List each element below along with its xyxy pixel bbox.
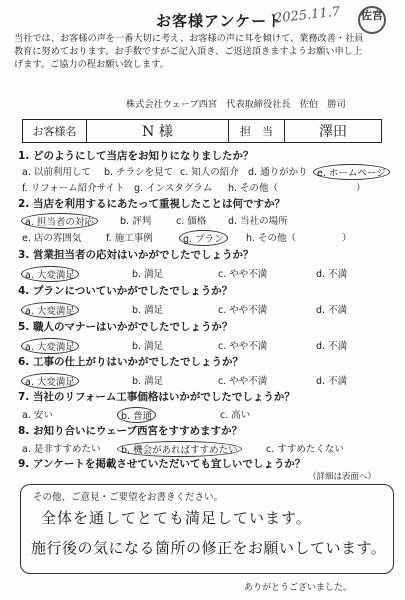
- q4-option-b[interactable]: b. 満足: [132, 305, 164, 316]
- question-7: 7. 当社のリフォーム工事価格はいかがでしたでしょうか？: [18, 391, 295, 403]
- q8-option-c[interactable]: c. すすめたくない: [266, 444, 344, 455]
- question-3: 3. 営業担当者の応対はいかがでしたでしょうか？: [18, 249, 254, 261]
- q4-option-d[interactable]: d. 不満: [316, 305, 348, 316]
- q5-option-b[interactable]: b. 満足: [132, 341, 164, 352]
- q7-option-c[interactable]: c. 高い: [220, 410, 251, 421]
- customer-name-label: お客様名: [23, 120, 87, 142]
- q7-option-a[interactable]: a. 安い: [22, 410, 53, 421]
- q6-option-c[interactable]: c. やや不満: [218, 376, 268, 387]
- q5-option-a-selected[interactable]: a. 大変満足: [21, 338, 79, 354]
- q2-option-c[interactable]: c. 価格: [176, 216, 207, 227]
- q1-option-d[interactable]: d. 通りがかり: [248, 167, 308, 178]
- q1-option-e-selected[interactable]: e. ホームページ: [313, 164, 390, 180]
- q2-option-d[interactable]: d. 当社の場所: [228, 216, 288, 227]
- q3-option-c[interactable]: c. やや不満: [218, 269, 268, 280]
- question-6: 6. 工事の仕上がりはいかがでしたでしょうか？: [18, 356, 243, 368]
- q6-option-a-selected[interactable]: a. 大変満足: [21, 373, 79, 389]
- question-9: 9. アンケートを掲載させていただいても宜しいでしょうか？: [18, 458, 306, 470]
- q1-other-close: ）: [356, 183, 366, 194]
- q8-option-b-selected[interactable]: b. 機会があればすすめたい: [117, 441, 242, 457]
- company-line: 株式会社ウェーブ西宮 代表取締役社長 佐伯 勝司: [126, 99, 346, 110]
- staff-label: 担 当: [229, 120, 285, 142]
- q2-option-f[interactable]: f. 施工事例: [106, 233, 153, 244]
- handwritten-comment-line-2: 施行後の気になる箇所の修正をお願いしています。: [31, 539, 387, 557]
- intro-text: 当社では、お客様の声を一番大切に考え、お客様の声に耳を傾けて、業務改善・社員教育に努めております。お手数ですがご記入頂き、ご返送頂きますようお願い申し上げます。ご協力の程お願い致します。: [14, 33, 364, 70]
- q3-option-a-selected[interactable]: a. 大変満足: [21, 266, 79, 282]
- thanks-text: ありがとうございました。: [244, 583, 353, 593]
- comment-box[interactable]: [20, 484, 394, 574]
- question-1: 1. どのようにして当店をお知りになりましたか？: [18, 150, 254, 162]
- seal-stamp: 佐宮: [358, 6, 386, 34]
- q6-option-b[interactable]: b. 満足: [132, 376, 164, 387]
- q2-option-b[interactable]: b. 評判: [120, 216, 152, 227]
- detail-note: （詳細は表面へ）: [308, 472, 377, 482]
- q7-option-b-selected[interactable]: b. 普通: [117, 407, 156, 423]
- q4-option-a-selected[interactable]: a. 大変満足: [21, 302, 79, 318]
- customer-info-row: [22, 119, 382, 143]
- q2-other-close: ）: [342, 233, 352, 244]
- q1-option-g[interactable]: g. インスタグラム: [134, 183, 213, 194]
- question-4: 4. プランについていかがでしたでしょうか？: [18, 285, 233, 297]
- customer-name-value: N 様: [87, 120, 229, 142]
- handwritten-date: 2025.11.7: [273, 4, 341, 27]
- survey-title: お客様アンケート: [156, 12, 284, 30]
- q2-option-a-selected[interactable]: a. 担当者の対応: [21, 213, 98, 229]
- q3-option-b[interactable]: b. 満足: [132, 269, 164, 280]
- q8-option-a[interactable]: a. 是非すすめたい: [22, 444, 101, 455]
- q6-option-d[interactable]: d. 不満: [316, 376, 348, 387]
- q5-option-c[interactable]: c. やや不満: [218, 341, 268, 352]
- handwritten-comment-line-1: 全体を通してとても満足しています。: [41, 509, 312, 527]
- question-8: 8. お知り合いにウェーブ西宮をすすめますか？: [18, 425, 243, 437]
- survey-sheet: [6, 4, 401, 596]
- question-2: 2. 当店を利用するにあたって重視したことは何ですか？: [18, 198, 285, 210]
- q2-option-g-selected[interactable]: g. プラン: [179, 230, 228, 246]
- q5-option-d[interactable]: d. 不満: [316, 341, 348, 352]
- question-5: 5. 職人のマナーはいかがでしたでしょうか？: [18, 321, 233, 333]
- q4-option-c[interactable]: c. やや不満: [218, 305, 268, 316]
- q1-option-f[interactable]: f. リフォーム紹介サイト: [22, 183, 125, 194]
- q1-option-a[interactable]: a. 以前利用して: [22, 167, 91, 178]
- staff-value: 澤田: [319, 124, 347, 140]
- q1-option-h[interactable]: h. その他（: [228, 183, 279, 194]
- comment-heading: その他、ご意見・ご要望をお書きください。: [33, 492, 224, 503]
- q2-option-e[interactable]: e. 店の雰囲気: [22, 233, 82, 244]
- q3-option-d[interactable]: d. 不満: [316, 269, 348, 280]
- q1-option-b[interactable]: b. チラシを見て: [104, 167, 174, 178]
- q2-option-h[interactable]: h. その他（: [246, 233, 297, 244]
- q1-option-c[interactable]: c. 知人の紹介: [180, 167, 239, 178]
